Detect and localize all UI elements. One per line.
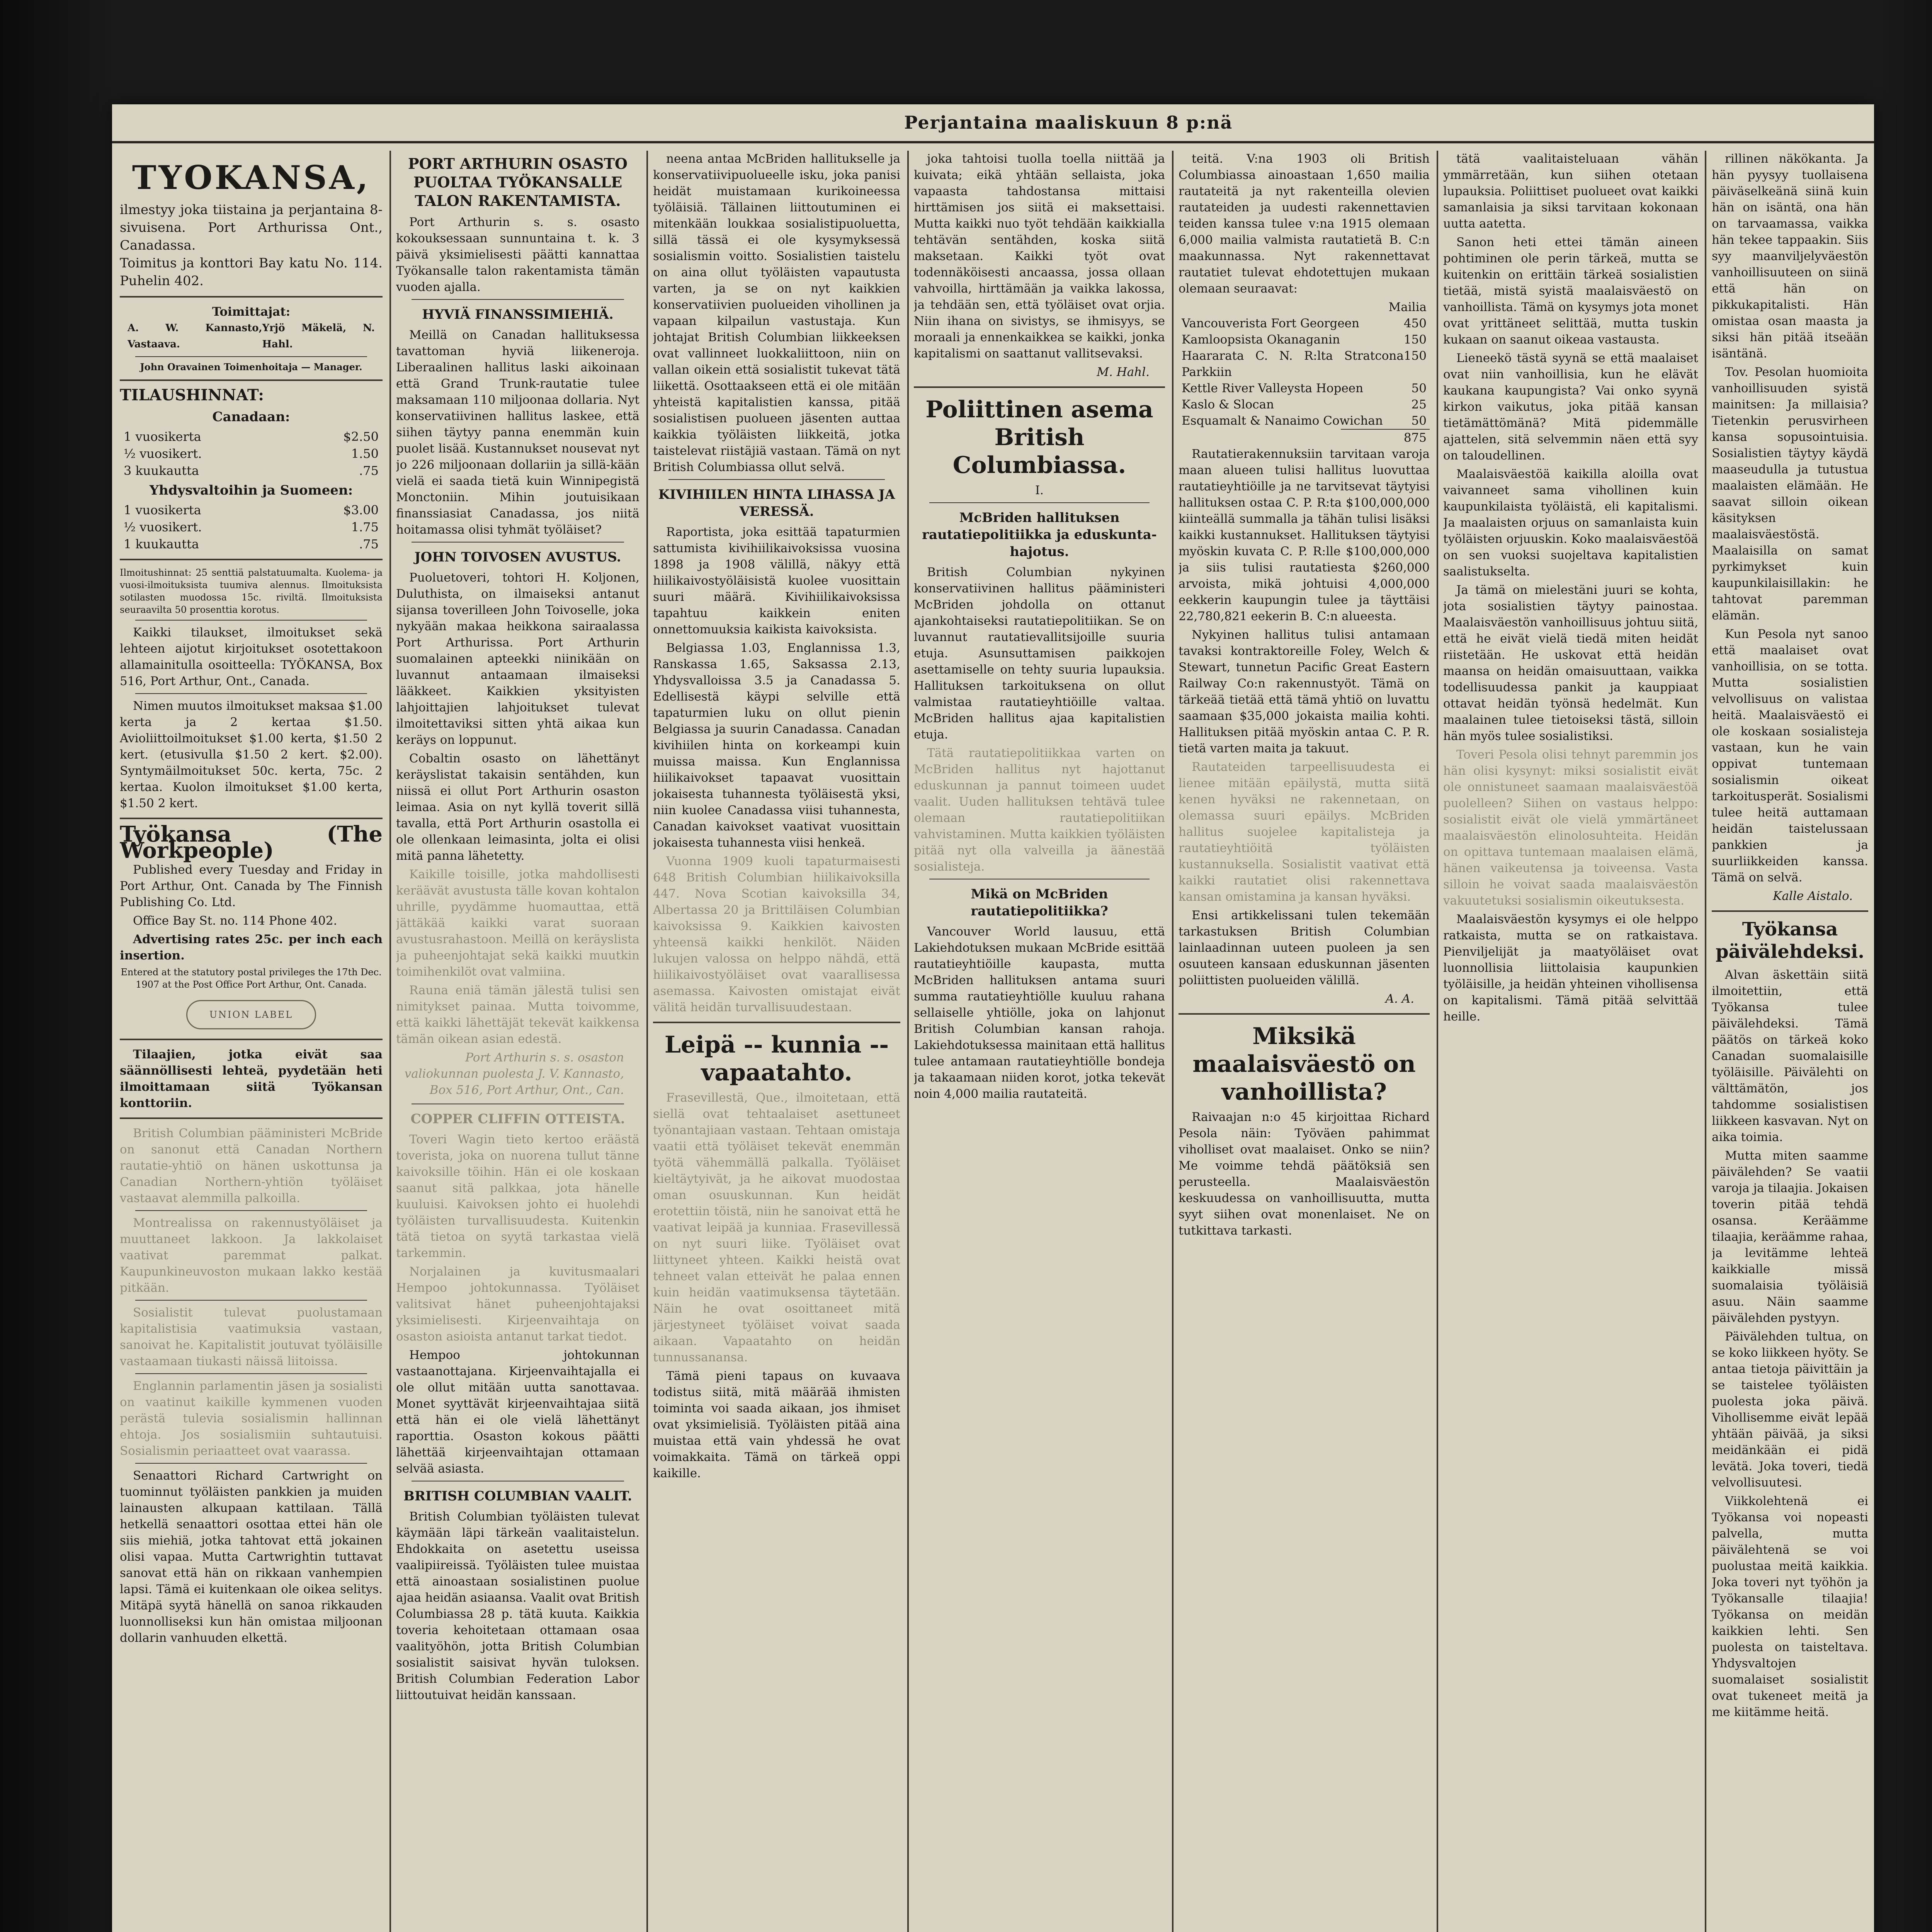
table-row: Haararata C. N. R:lta Stratcona Parkkiin 150 [1182, 349, 1427, 379]
divider [120, 818, 383, 819]
divider [120, 559, 383, 560]
table-row: Kamloopsista Okanaganin 150 [1182, 333, 1427, 347]
article-headline: Leipä -- kunnia -- vapaatahto. [664, 1031, 889, 1086]
article-body: Hempoo johtokunnan vastaanottajana. Kirjeenvaihtajalla ei ole ollut mitään uutta sanottavaa. Monet syyttävät kirjeenvaihtajaa siitä että hän ei ole vielä lähettänyt raporttia. Osaston kokous päätti lähettää kirjeenvaihtajan ottamaan selvää asiasta. [396, 1348, 639, 1476]
entered-notice: Entered at the statutory postal privileges the 17th Dec. 1907 at the Post Office Port Arthur, Ont. Canada. [121, 967, 382, 990]
article-body: Rauna eniä tämän jälestä tulisi sen nimitykset painaa. Mutta toivomme, että kaikki lähettäjät tekevät kaikkensa tämän oikean asian edestä. [396, 983, 639, 1046]
divider [135, 1210, 367, 1211]
published-info: Published every Tuesday and Friday in Port Arthur, Ont. Canada by The Finnish Publishing Co. Ltd. [120, 863, 383, 909]
news-item: Montrealissa on rakennustyöläiset ja muuttaneet lakkoon. Ja lakkolaiset vaativat paremmat palkat. Kaupunkineuvoston mukaan lakko kestää pitkään. [120, 1216, 383, 1295]
article-body: Tätä rautatiepolitiikkaa varten on McBriden hallitus nyt hajottanut eduskunnan ja pannut toimeen uudet vaalit. Uuden hallituksen tehtävä tulee olemaan rautatiepolitiikan vahvistaminen. Mutta kaikkien työläisten pitää nyt olla valveilla ja äänestää sosialisteja. [914, 746, 1165, 874]
signature: M. Hahl. [1097, 365, 1150, 379]
rate-row: 3 kuukautta .75 [124, 463, 379, 478]
masthead-intro: ilmestyy joka tiistaina ja perjantaina 8-sivuisena. Port Arthurissa Ont., Canadassa. [120, 202, 383, 253]
subscription-title: TILAUSHINNAT: [120, 386, 264, 404]
article-headline: Työkansa päivälehdeksi. [1716, 918, 1864, 963]
column-3 [653, 151, 900, 1932]
article-body: Viikkolehtenä ei Työkansa voi nopeasti palvella, mutta päivälehtenä se voi puolustaa meitä kaikkia. Joka toveri nyt työhön ja Työkansalle tilaajia! Työkansa on meidän kaikkien lehti. Sen puolesta on taisteltava. Yhdysvaltojen suomalaiset sosialistit ovat tukeneet meitä ja me kiitämme heitä. [1712, 1494, 1868, 1719]
article-body: Toveri Pesola olisi tehnyt paremmin jos hän olisi kysynyt: miksi sosialistit eivät ole onnistuneet saamaan maalaisväestöä puolelleen? Siihen on vastaus helppo: sosialistit eivät ole vielä ymmärtäneet maalaisväestön elinolosuhteita. Heidän on opittava tuntemaan maalaisen elämä, hänen vaikeutensa ja toiveensa. Vasta silloin he voivat saada maalaisväestön vakuutetuksi sosialismin oikeutuksesta. [1443, 748, 1698, 908]
divider [135, 1463, 367, 1464]
article-body: Vancouver World lausuu, että Lakiehdotuksen mukaan McBride esittää rautatieyhtiöille kaupasta, mutta McBriden hallituksen antama suuri summa rautatieyhtiölle kuuluu rahana sellaiselle yhtiölle, joka on lahjonut British Columbian kansan rahoja. Lakiehdotuksessa mainitaan että hallitus tulee antamaan rautatieyhtiölle bondeja ja takaamaan niiden korot, jotka tekevät noin 4,000 mailia rautateitä. [914, 925, 1165, 1101]
article-body: Vuonna 1909 kuoli tapaturmaisesti 648 British Columbian hiilikaivoksilla 447. Nova Scotian kaivoksilla 34, Albertassa 20 ja Brittiläisen Columbian kaivoksissa 9. Kaikkien kaivosten yhteensä kaikki henkilöt. Näiden lukujen valossa on helppo nähdä, että hiilikaivostyöläiset ovat vaarallisessa asemassa. Kaivosten omistajat eivät välitä heidän turvallisuudestaan. [653, 854, 900, 1014]
article-body: Kun Pesola nyt sanoo että maalaiset ovat vanhoillisia, on se totta. Mutta sosialistien velvollisuus on valistaa heitä. Maalaisväestö ei ole koskaan sosialisteja vastaan, kun he vain oppivat tuntemaan sosialismin oikeat tarkoitusperät. Sosialismi tulee heitä auttamaan heidän taistelussaan pankkien ja suurliikkeiden kanssa. Tämä on selvä. [1712, 627, 1868, 884]
article-body: Ja tämä on mielestäni juuri se kohta, jota sosialistien täytyy painostaa. Maalaisväestön vanhoillisuus johtuu siitä, että he eivät vielä tiedä miten heidät riistetään. He uskovat että heidän maansa on heidän omaisuuttaan, vaikka todellisuudessa pankit ja kauppiaat ottavat heidän työnsä hedelmät. Kun maalainen tulee tietoiseksi tästä, silloin hän myös tulee sosialistiksi. [1443, 583, 1698, 743]
article-body: Puoluetoveri, tohtori H. Koljonen, Duluthista, on ilmaiseksi antanut sijansa toverilleen John Toivoselle, joka nykyään makaa heikkona sairaalassa Port Arthurissa. Port Arthurin suomalainen apteekki niinikään on luvannut antaamaan ilmaiseksi lääkkeet. Kaikkien yksityisten lahjoittajien lahjoitukset tulevat ilmoitettaviksi sitten yhtä aikaa kun keräys on loppunut. [396, 571, 639, 747]
table-row: Kettle River Valleysta Hopeen 50 [1182, 381, 1427, 395]
divider [120, 379, 383, 381]
column-rule [646, 151, 648, 1932]
orders-notice: Kaikki tilaukset, ilmoitukset sekä lehteen aijotut kirjoitukset osotettakoon allamainitulla osoitteella: TYÖKANSA, Box 516, Port Arthur, Ont., Canada. [120, 626, 383, 688]
ad-rates: Ilmoitushinnat: 25 senttiä palstatuumalta. Kuolema- ja vuosi-ilmoituksista tuumiva alennus. Ilmoituksista sotilasten muodossa 15c. riviltä. Ilmoituksista seuraavilta 50 prosenttia korotus. [120, 567, 383, 615]
divider [135, 1300, 367, 1301]
article-body: Norjalainen ja kuvitusmaalari Hempoo johtokunnassa. Työläiset valitsivat hänet puheenjohtajaksi yksimielisesti. Kirjeenvaihtaja on osaston asioista antanut tarkat tiedot. [396, 1265, 639, 1344]
signature: A. A. [1385, 992, 1414, 1006]
article-body: Kaikille toisille, jotka mahdollisesti keräävät avustusta tälle kovan kohtalon uhrille, pyydämme huomauttaa, että jättäkää kaikki varat suoraan avustusrahastoon. Meillä on keräyslista ja puheenjohtajat sekä kaikki muutkin toimihenkilöt ovat valmiina. [396, 867, 639, 979]
article-body: Maalaisväestön kysymys ei ole helppo ratkaista, mutta se on ratkaistava. Pienviljelijät ja maatyöläiset ovat luonnollisia liittolaisia kaupunkien työläisille, ja heidän yhteinen vihollisensa on kapitalismi. Tämä pitää selvittää heille. [1443, 912, 1698, 1024]
rate-row: 1 vuosikerta $2.50 [124, 429, 379, 444]
column-7 [1712, 151, 1868, 1932]
article-body: Nykyinen hallitus tulisi antamaan tavaksi kontraktoreille Foley, Welch & Stewart, tunnetun Pacific Great Eastern Railway Co:n rakennustyöt. Tämä on tärkeää tietää että tämä yhtiö on luvattu saamaan $35,000 jokaista mailia kohti. Hallituksen pitää myöskin antaa C. P. R. tietä varten maita ja takuut. [1179, 628, 1430, 755]
canada-heading: Canadaan: [212, 409, 290, 425]
column-4 [914, 151, 1165, 1932]
rate-row: 1 vuosikerta $3.00 [124, 503, 379, 517]
column-1 [120, 151, 383, 1932]
divider [929, 502, 1150, 503]
article-body: tätä vaalitaisteluaan vähän ymmärretään, kun siihen otetaan lupauksia. Poliittiset puolueet ovat kaikki samanlaisia ja siksi tarvitaan kokonaan uutta aatetta. [1443, 152, 1698, 231]
article-body: Mutta miten saamme päivälehden? Se vaatii varoja ja tilaajia. Jokaisen toverin pitää tehdä osansa. Keräämme tilaajia, keräämme rahaa, ja levitämme lehteä kaikkialle missä suomalaisia työläisiä asuu. Näin saamme päivälehden pystyyn. [1712, 1149, 1868, 1325]
article-body: British Columbian nykyinen konservatiivinen hallitus pääministeri McBriden johdolla on ottanut ajankohtaiseksi rautatiepolitiikan. Se on luvannut rautatievallitsijoille suuria etuja. Asunsuttamisen paikkojen asettamiselle on tehty suuria lupauksia. Hallituksen tarkoituksena on ollut valmistaa rautatieyhtiöille valtaa. McBriden hallitus ajaa kapitalistien etuja. [914, 565, 1165, 742]
article-body: teitä. V:na 1903 oli British Columbiassa ainoastaan 1,650 mailia rautateitä ja nyt rakenteilla olevien rautateiden ja uudesti rakennettavien teiden kanssa tulee v:na 1915 olemaan 6,000 mailia valmista rautatietä B. C:n maakunnassa. Nyt rakennettavat rautatiet tulevat ehdotettujen mukaan olemaan seuraavat: [1179, 152, 1430, 296]
article-headline: HYVIÄ FINANSSIMIEHIÄ. [422, 307, 614, 322]
subscriber-notice: Tilaajien, jotka eivät saa säännöllisesti lehteä, pyydetään heti ilmoittamaan siitä Työkansan konttoriin. [120, 1048, 383, 1110]
rate-row: ½ vuosikert. 1.50 [124, 446, 379, 461]
article-body: Alvan äskettäin siitä ilmoitettiin, että Työkansa tulee päivälehdeksi. Tämä päätös on tärkeä koko Canadan suomalaisille työläisille. Päivälehti on välttämätön, jos tahdomme sosialistisen liikkeen kasvavan. Nyt on aika toimia. [1712, 968, 1868, 1144]
divider [120, 296, 383, 298]
table-row: Esquamalt & Nanaimo Cowichan 50 [1182, 414, 1427, 428]
news-item: Englannin parlamentin jäsen ja sosialisti on vaatinut kaikille kymmenen vuoden perästä tulevia sosialismin hallinnan ehtoja. Jos sosialismiin suhtautuisi. Sosialismin periaatteet ovat vaarassa. [120, 1379, 383, 1458]
article-headline: Poliittinen asema British Columbiassa. [925, 396, 1153, 479]
usa-heading: Yhdysvaltoihin ja Suomeen: [149, 483, 353, 498]
article-body: Ensi artikkelissani tulen tekemään tarkastuksen British Columbian lainlaadinnan uuteen puoleen ja sen osuuteen kansaan eduskunnan jäsenten poliittisten puolueiden välillä. [1179, 908, 1430, 987]
page-header: Perjantaina maaliskuun 8 p:nä [904, 112, 1233, 133]
article-body: Meillä on Canadan hallituksessa tavattoman hyviä liikeneroja. Liberaalinen hallitus laski aikoinaan että Grand Trunk-rautatie tulee maksamaan 110 miljoonaa dollaria. Nyt konservatiivinen hallitus laskee, että siihen täytyy panna enemmän kuin puolet lisää. Kustannukset nousevat nyt jo 226 miljoonaan dollariin ja sillä-kään vielä ei saada tietä kuin Winnipegistä Monctoniin. Mihin joutuisikaan finanssiasiat Canadassa, jos niitä hoitamassa olisi tyhmät työläiset? [396, 328, 639, 537]
news-item: Sosialistit tulevat puolustamaan kapitalistisia vaatimuksia vastaan, sanoivat he. Kapitalistit joutuvat työläisille vastaamaan tiukasti näissä liitoissa. [120, 1306, 383, 1368]
article-body: Cobaltin osasto on lähettänyt keräyslistat takaisin sentähden, kun niissä ei ollut Port Arthurin osaston leimaa. Asia on nyt kyllä toverit sillä tavalla, että Port Arthurin osastolla ei ole ollenkaan leimasinta, jolta ei olisi mitä panna lähetetty. [396, 752, 639, 863]
signature: Kalle Aistalo. [1773, 889, 1853, 903]
staff-editor: A. W. Kannasto, Vastaava. [128, 322, 262, 350]
divider [120, 1117, 383, 1119]
office-info: Toimitus ja konttori Bay katu No. 114. Puhelin 402. [120, 255, 383, 289]
column-rule [1172, 151, 1173, 1932]
article-body: Tov. Pesolan huomioita vanhoillisuuden syistä mainitsen: Ja millaisia? Tietenkin perusvirheen kansa sopusointuisia. Sosialistien täytyy käydä maaseudulla ja tutustua maalaisten elämään. He saavat silloin oikean käsityksen maalaisväestöstä. Maalaisilla on samat pyrkimykset kuin kaupunkilaisillakin: he tahtovat paremman elämän. [1712, 365, 1868, 622]
english-masthead: Työkansa (The Workpeople) [120, 821, 383, 863]
divider [120, 1039, 383, 1040]
table-header: Mailia [1388, 300, 1427, 314]
advertising-rates: Advertising rates 25c. per inch each insertion. [120, 932, 383, 963]
news-item: Senaattori Richard Cartwright on tuominnut työläisten pankkien ja muiden lainausten alkupaan kattilaan. Tällä hetkellä senaattori osottaa ettei hän ole siis miehiä, jotka tahtovat että jokainen olisi vapaa. Mutta Cartwrightin tuttavat sanovat että hän on rikkaan vanhempien lapsi. Tämä ei kuitenkaan ole oikea selitys. Mitäpä syytä hänellä on sanoa rikkauden luonnolliseksi kun hän omistaa miljoonan dollarin vanhuuden elkettä. [120, 1469, 383, 1645]
article-body: Lieneekö tästä syynä se että maalaiset ovat niin vanhoillisia, kun he elävät kaukana kaupungista? Vai onko syynä kirkon vaikutus, joka pitää kansan tietämättömänä? Mitä pidemmälle ajattelen, sitä selvemmin näen että syy on taloudellinen. [1443, 351, 1698, 463]
article-body: Raivaajan n:o 45 kirjoittaa Richard Pesola näin: Työväen pahimmat viholliset ovat maalaiset. Onko se niin? Me voimme tehdä päätöksiä sen perusteella. Maalaisväestön keskuudessa on vanhoillisuutta, mutta syyt siihen ovat monenlaiset. Ne on tutkittava tarkasti. [1179, 1110, 1430, 1238]
office-english: Office Bay St. no. 114 Phone 402. [133, 914, 337, 928]
masthead: TYOKANSA, [132, 158, 371, 197]
article-headline: BRITISH COLUMBIAN VAALIT. [403, 1488, 632, 1504]
table-total: 875 [1341, 429, 1430, 446]
table-row: Kaslo & Slocan 25 [1182, 398, 1427, 412]
article-body: neena antaa McBriden hallitukselle ja konservatiivipuolueelle isku, joka panisi heidät muistamaan kurikoineessa työläisiä. Tällainen liittoutuminen ei mitenkään loukkaa sosialistipuoluetta, sillä tässä ei ole kysymyksessä sosialismin voitto. Sosialistien taistelu on aina ollut työläisten vapautusta varten, ja se on nyt kaikkien konservatiivien puolueiden vihollinen ja vapaan kilpailun vastustaja. Kun johtajat British Columbian liikkeeksen ovat vallinneet luokkaliittoon, niin on vallan oikein että sosialistit tukevat tätä liikettä. Osottaakseen että ei ole mitään yhteistä kapitalistien kanssa, pitää sosialistisen puolueen jäsenten auttaa kaikkia työläisten liikkeitä, jotka taistelevat riistäjiä vastaan. Tämä on nyt British Columbiassa ollut selvä. [653, 152, 900, 474]
staff-row [120, 320, 383, 352]
article-subheadline: Mikä on McBriden rautatiepolitiikka? [971, 886, 1108, 919]
column-rule [907, 151, 909, 1932]
article-headline: KIVIHIILEN HINTA LIHASSA JA VERESSÄ. [658, 487, 895, 519]
divider [1179, 1013, 1430, 1015]
staff-editors: Yrjö Mäkelä, N. Hahl. [262, 322, 375, 350]
article-body: Frasevillestä, Que., ilmoitetaan, että siellä ovat tehtaalaiset asettuneet työnantajiaan vastaan. Tehtaan omistaja vaatii että työläiset tekevät enemmän työtä vähemmällä palkalla. Työläiset kieltäytyivät, ja he aikovat muodostaa oman osuuskunnan. Kun heidät erotettiin töistä, niin he sanoivat että he vaativat leipää ja kunniaa. Frasevillessä on nyt suuri liike. Työläiset ovat liittyneet yhteen. Kaikki heistä ovat tehneet valan etteivät he palaa ennen kuin heidän vaatimuksensa täytetään. Näin he ovat osoittaneet mitä järjestyneet työläiset voivat saada aikaan. Vapaatahto on heidän tunnussanansa. [653, 1091, 900, 1364]
header-rule [112, 141, 1874, 143]
divider [135, 620, 367, 621]
divider [412, 542, 624, 543]
column-6 [1443, 151, 1698, 1932]
column-rule [1705, 151, 1706, 1932]
column-5 [1179, 151, 1430, 1932]
divider [1712, 910, 1868, 912]
table-row: Vancouverista Fort Georgeen 450 [1182, 316, 1427, 330]
article-part-number: I. [1035, 483, 1044, 497]
article-body: rillinen näkökanta. Ja hän pyysyy tuollaisena päiväselkeänä siinä kuin hän on isäntä, ona hän on tarvaamassa, vaikka hän tekee tappaakin. Siis syy maanviljelyväestön vanhoillisuuteen on siinä että hän on pikkukapitalisti. Hän omistaa osan maasta ja siksi hän pitää itseään isäntänä. [1712, 152, 1868, 361]
notice-prices: Nimen muutos ilmoitukset maksaa $1.00 kerta ja 2 kertaa $1.50. Avioliittoilmoitukset $1.00 kerta, $1.50 2 kert. (etusivulla $1.50 2 kert. $2.00). Syntymäilmoitukset 50c. kerta, 75c. 2 kertaa. Kuolon ilmoitukset $1.00 kerta, $1.50 2 kert. [120, 699, 383, 810]
manager: John Oravainen Toimenhoitaja — Manager. [140, 361, 362, 372]
signature: Port Arthurin s. s. osaston valiokunnan puolesta J. V. Kannasto, Box 516, Port Arthur, Ont., Can. [404, 1051, 624, 1097]
article-body: Belgiassa 1.03, Englannissa 1.3, Ranskassa 1.65, Saksassa 2.13, Yhdysvalloissa 3.5 ja Canadassa 5. Edellisestä käypi selville että tapaturmien luku on ollut pienin Belgiassa ja suurin Canadassa. Canadan kivihiilen hinta on korkeampi kuin muissa maissa. Kun Englannissa hiilikaivokset tapaavat vuosittain jokaisesta tuhannesta työläisestä yksi, niin kuolee Canadassa viisi tuhannesta, Canadan kaivokset vaativat vuosittain jokaisesta tuhannesta viisi henkeä. [653, 641, 900, 850]
column-rule [1437, 151, 1438, 1932]
article-body: Tämä pieni tapaus on kuvaava todistus siitä, mitä määrää ihmisten toiminta voi saada aikaan, jos ihmiset ovat yksimielisiä. Työläisten pitää aina muistaa että vain yhdessä he ovat voimakkaita. Tämä on tärkeä oppi kaikille. [653, 1369, 900, 1480]
article-headline: JOHN TOIVOSEN AVUSTUS. [414, 549, 621, 565]
article-headline: Miksikä maalaisväestö on vanhoillista? [1192, 1023, 1416, 1105]
rate-row: 1 kuukautta .75 [124, 537, 379, 551]
article-body: Toveri Wagin tieto kertoo eräästä toverista, joka on nuorena tullut tänne kaivoksille töihin. Hän ei ole koskaan saanut sitä palkkaa, jota hänelle kuuluisi. Kaivoksen johto ei huolehdi työläisten turvallisuudesta. Kuitenkin tätä tietoa on syytä tarkastaa vielä tarkemmin. [396, 1133, 639, 1260]
article-body: Päivälehden tultua, on se koko liikkeen hyöty. Se antaa tietoja päivittäin ja se taistelee työläisten puolesta joka päivä. Vihollisemme eivät lepää yhtään päivää, ja siksi meidänkään ei pidä levätä. Joka toveri, tiedä velvollisuutesi. [1712, 1330, 1868, 1490]
article-subheadline: McBriden hallituksen rautatiepolitiikka ja eduskunta-hajotus. [922, 510, 1157, 560]
divider [914, 386, 1165, 388]
newspaper-page [112, 104, 1874, 1932]
divider [135, 693, 367, 694]
article-body: Sanon heti ettei tämän aineen pohtiminen ole perin tärkeä, mutta se kuitenkin on erittäin tärkeä sosialistien tietää, mistä syistä maalaisväestö on vanhoillista. Tämä on kysymys jota monet ovat yrittäneet selittää, mutta tuskin kukaan on saanut oikeaa vastausta. [1443, 235, 1698, 347]
column-rule [389, 151, 391, 1932]
article-body: British Columbian työläisten tulevat käymään läpi tärkeän vaalitaistelun. Ehdokkaita on asetettu useissa vaalipiireissä. Työläisten tulee muistaa että ainoastaan sosialistinen puolue ajaa heidän asiaansa. Vaalit ovat British Columbiassa 28 p. tätä kuuta. Kaikkia toveria kehoitetaan ottamaan osaa vaalityöhön, jotta British Columbian sosialistit saisivat hyvän tuloksen. British Columbian Federation Labor liittoutuivat heidän kanssaan. [396, 1510, 639, 1702]
column-2 [396, 151, 639, 1932]
divider [135, 1373, 367, 1374]
divider [412, 299, 624, 300]
article-body: joka tahtoisi tuolla toella niittää ja kuivata; eikä yhtään sellaista, joka vapaasta tahdostansa mittaisi hirttämisen jos siitä ei maksettaisi. Mutta kaikki nuo työt tehdään kaikkialla tehtävän sentähden, koska siitä maksetaan. Kaikki työt ovat todennäköisesti ancaassa, jossa ollaan vahvoilla, hirttämään ja vaikka lakossa, ja tehdään sen, että työläiset ovat orjia. Niin ihana on sivistys, se ihmisyys, se moraali ja ennenkaikkea se kaikki, jonka kapitalismi on saattanut vallitsevaksi. [914, 152, 1165, 361]
article-body: Rautatierakennuksiin tarvitaan varoja maan alueen tulisi hallitus luovuttaa rautatieyhtiöille ja ne tarvitsevat täytyisi hallituksen ostaa C. P. R:ta $100,000,000 kiinteällä summalla ja tähän tulisi lisäksi kaikki kustannukset. Hallituksen täytyisi myöskin kuvata C. P. R:lle $100,000,000 ja siis tulisi rautatiesta $260,000 arvoista, mikä johtuisi 4,000,000 eekkerin kaupungin tulee ja täyttäisi 22,780,821 eekerin B. C:n alueesta. [1179, 447, 1430, 623]
divider [653, 1022, 900, 1023]
article-headline: PORT ARTHURIN OSASTO PUOLTAA TYÖKANSALLE TALON RAKENTAMISTA. [408, 155, 628, 209]
divider [135, 356, 367, 357]
divider [668, 479, 885, 480]
staff-title: Toimittajat: [212, 305, 291, 319]
news-item: British Columbian pääministeri McBride on sanonut että Canadan Northern rautatie-yhtiö on hänen uskottunsa ja Canadian Northern-yhtiön työläiset vastaavat alemmilla palkoilla. [120, 1126, 383, 1205]
article-headline: COPPER CLIFFIN OTTEISTA. [410, 1111, 625, 1127]
article-body: Raportista, joka esittää tapaturmien sattumista kivihiilikaivoksissa vuosina 1898 ja 1908 välillä, näkyy että hiilikaivostyöläisistä kuolee vuosittain suuri määrä. Kivihiilikaivoksissa tapahtuu kaikkein eniten onnettomuuksia kaikista kaivoksista. [653, 525, 900, 636]
article-body: Rautateiden tarpeellisuudesta ei lienee mitään epäilystä, mutta siitä kenen hyväksi ne rakennetaan, on olemassa suuri epäilys. McBriden hallitus suojelee kapitalisteja ja rautatieyhtiöitä työläisten kustannuksella. Sosialistit vaativat että kaikki rautatiet olisi rakennettava kansan omistamina ja kansan hyväksi. [1179, 760, 1430, 904]
article-body: Maalaisväestöä kaikilla aloilla ovat vaivanneet sama vihollinen kuin kaupunkilaista työläistä, eli kapitalismi. Ja maalaisten orjuus on samanlaista kuin työläisten orjuuskin. Koko maalaisväestöä on sen vuoksi suojeltava kapitalistien saalistukselta. [1443, 467, 1698, 578]
article-body: Port Arthurin s. s. osasto kokouksessaan sunnuntaina t. k. 3 päivä yksimielisesti päätti kannattaa Työkansalle talon rakentamista tämän vuoden ajalla. [396, 215, 639, 294]
union-label-stamp: UNION LABEL [186, 1000, 316, 1029]
rate-row: ½ vuosikert. 1.75 [124, 520, 379, 534]
